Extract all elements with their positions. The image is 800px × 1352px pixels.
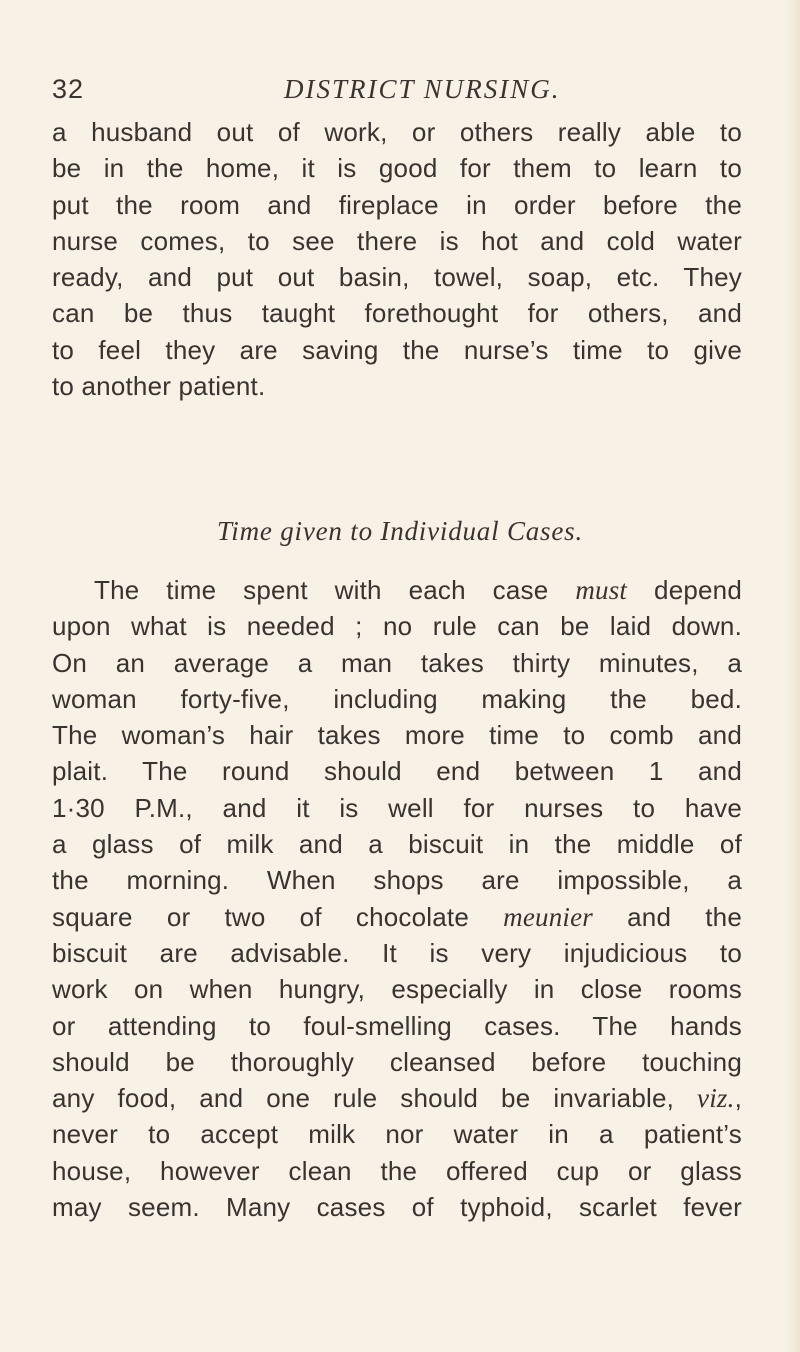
paragraph-line [52,1080,742,1116]
paragraph-line: house, however clean the offered cup or glass [52,1155,742,1186]
italic-word: must [575,575,628,605]
paragraph-line: ready, and put out basin, towel, soap, etc. They [52,262,742,293]
paragraph-1 [52,114,742,404]
line-text: The time spent with each case [94,575,576,605]
paragraph-line [52,899,742,935]
running-head [52,74,742,114]
italic-word: meunier [503,901,594,932]
paragraph-line: a husband out of work, or others really able to [52,117,742,147]
paragraph-line: may seem. Many cases of typhoid, scarlet fever [52,1192,742,1223]
paragraph-line: The woman’s hair takes more time to comb and [52,720,742,751]
paragraph-line: a glass of milk and a biscuit in the middle of [52,829,742,860]
line-text: and the [593,901,743,932]
paragraph-line: plait. The round should end between 1 and [52,756,742,787]
paragraph-line: upon what is needed ; no rule can be laid down. [52,611,742,642]
paragraph-line: woman forty-five, including making the bed. [52,683,742,714]
italic-word: viz. [697,1083,735,1114]
running-title: DISTRICT NURSING. [284,74,561,104]
paragraph-line: to feel they are saving the nurse’s time to give [52,334,742,365]
paragraph-line: the morning. When shops are impossible, a [52,865,742,896]
paragraph-line: or attending to foul-smelling cases. The hands [52,1010,742,1041]
line-text: any food, and one rule should be invariable, [52,1083,698,1114]
line-text: depend [627,575,742,605]
paragraph-line: 1·30 P.M., and it is well for nurses to have [52,792,742,823]
section-heading: Time given to Individual Cases. [216,516,584,546]
paragraph-line: biscuit are advisable. It is very injudicious to [52,937,742,968]
paragraph-line: put the room and fireplace in order before the [52,189,742,220]
page-number: 32 [52,74,85,104]
paragraph-line: nurse comes, to see there is hot and cold water [52,225,742,256]
paragraph-line: can be thus taught forethought for others, and [52,298,742,329]
paragraph-2 [52,572,742,1225]
paragraph-line: never to accept milk nor water in a patient’s [52,1119,742,1150]
paragraph-line: to another patient. [52,371,266,402]
page-edge-shadow [786,0,800,1352]
line-text: square or two of chocolate [52,901,504,932]
paragraph-line: work on when hungry, especially in close rooms [52,974,742,1005]
paragraph-line: be in the home, it is good for them to learn to [52,153,742,184]
paragraph-line: should be thoroughly cleansed before touching [52,1046,742,1077]
line-text: , [734,1083,742,1114]
paragraph-line [52,572,742,608]
paragraph-line: On an average a man takes thirty minutes, a [52,647,742,678]
